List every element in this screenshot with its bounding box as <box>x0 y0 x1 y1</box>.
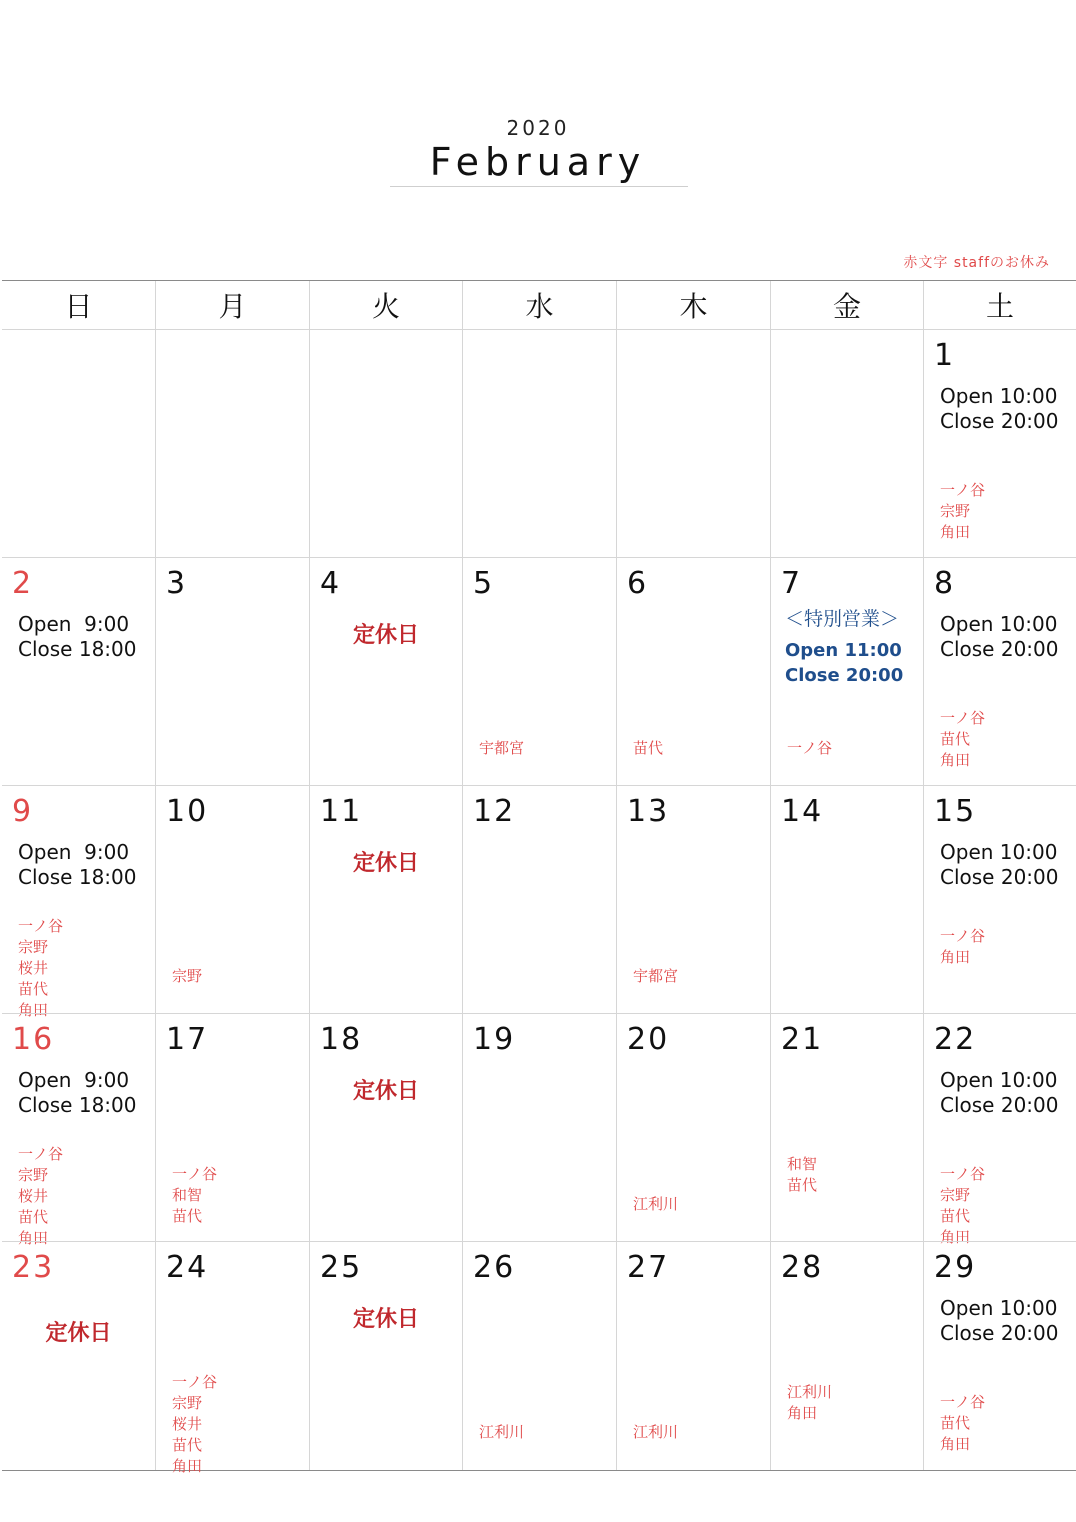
weekday-saturday: 土 <box>923 281 1076 329</box>
year-label: 2020 <box>506 116 570 140</box>
day-number: 3 <box>166 566 188 601</box>
day-number: 27 <box>627 1250 670 1285</box>
opening-hours: Open 10:00 Close 20:00 <box>940 1068 1059 1117</box>
staff-name: 角田 <box>172 1457 203 1475</box>
staff-off-list <box>18 1144 63 1249</box>
day-cell-14 <box>770 785 923 1013</box>
title-underline <box>390 186 688 187</box>
special-business-label: ＜特別営業＞ <box>785 608 900 630</box>
day-number: 11 <box>320 794 363 829</box>
staff-off-list <box>633 1194 678 1215</box>
opening-hours: Open 9:00 Close 18:00 <box>18 612 137 661</box>
calendar-grid <box>2 280 1076 1475</box>
staff-name: 江利川 <box>479 1423 525 1441</box>
staff-off-list <box>633 738 663 759</box>
empty-cell <box>616 329 770 557</box>
staff-name: 一ノ谷 <box>940 927 986 945</box>
staff-name: 苗代 <box>940 1414 971 1432</box>
opening-hours: Open 10:00 Close 20:00 <box>940 384 1059 433</box>
staff-name: 宇都宮 <box>479 739 525 757</box>
day-number: 28 <box>781 1250 824 1285</box>
staff-name: 一ノ谷 <box>940 709 986 727</box>
day-number: 26 <box>473 1250 516 1285</box>
staff-name: 宗野 <box>18 938 49 956</box>
day-cell-1 <box>923 329 1076 557</box>
staff-name: 宗野 <box>172 967 203 985</box>
staff-off-list <box>940 926 985 968</box>
staff-name: 宇都宮 <box>633 967 679 985</box>
day-number: 22 <box>934 1022 977 1057</box>
empty-cell <box>309 329 462 557</box>
day-cell-10 <box>155 785 309 1013</box>
staff-name: 宗野 <box>18 1166 49 1184</box>
day-cell-24 <box>155 1241 309 1475</box>
staff-name: 一ノ谷 <box>18 1145 64 1163</box>
staff-name: 江利川 <box>633 1423 679 1441</box>
weekday-thursday: 木 <box>616 281 770 329</box>
staff-off-list <box>787 1154 817 1196</box>
staff-name: 角田 <box>18 1229 49 1247</box>
day-cell-3 <box>155 557 309 785</box>
day-cell-9 <box>2 785 155 1019</box>
day-number: 19 <box>473 1022 516 1057</box>
staff-name: 一ノ谷 <box>940 1165 986 1183</box>
staff-name: 苗代 <box>172 1207 203 1225</box>
day-number: 21 <box>781 1022 824 1057</box>
special-hours: Open 11:00 Close 20:00 <box>785 640 904 686</box>
staff-name: 宗野 <box>940 1186 971 1204</box>
weekday-friday: 金 <box>770 281 923 329</box>
staff-name: 苗代 <box>940 730 971 748</box>
opening-hours: Open 9:00 Close 18:00 <box>18 840 137 889</box>
day-cell-27 <box>616 1241 770 1470</box>
day-cell-17 <box>155 1013 309 1241</box>
regular-holiday-label: 定休日 <box>352 1078 419 1104</box>
staff-off-list <box>18 916 63 1021</box>
staff-off-list <box>940 1164 985 1248</box>
day-number: 24 <box>166 1250 209 1285</box>
staff-name: 角田 <box>940 948 971 966</box>
staff-name: 苗代 <box>172 1436 203 1454</box>
staff-name: 苗代 <box>940 1207 971 1225</box>
staff-name: 苗代 <box>18 980 49 998</box>
regular-holiday-label: 定休日 <box>352 622 419 648</box>
day-cell-26 <box>462 1241 616 1470</box>
staff-name: 角田 <box>940 751 971 769</box>
day-number: 9 <box>12 794 34 829</box>
staff-name: 角田 <box>940 1228 971 1246</box>
staff-name: 宗野 <box>940 502 971 520</box>
day-number: 17 <box>166 1022 209 1057</box>
day-number: 1 <box>934 338 956 373</box>
staff-name: 和智 <box>172 1186 203 1204</box>
staff-off-list <box>172 1164 217 1227</box>
staff-off-list <box>633 1422 678 1443</box>
empty-cell <box>770 329 923 557</box>
day-cell-20 <box>616 1013 770 1241</box>
day-cell-6 <box>616 557 770 785</box>
day-cell-5 <box>462 557 616 785</box>
staff-name: 宗野 <box>172 1394 203 1412</box>
staff-off-list <box>479 1422 524 1443</box>
day-number: 15 <box>934 794 977 829</box>
day-cell-12 <box>462 785 616 1013</box>
staff-name: 角田 <box>787 1404 818 1422</box>
staff-name: 角田 <box>18 1001 49 1019</box>
day-cell-4 <box>309 557 462 785</box>
legend-note: 赤文字 staffのお休み <box>903 255 1050 271</box>
staff-off-list <box>940 708 985 771</box>
staff-name: 一ノ谷 <box>940 481 986 499</box>
staff-name: 苗代 <box>633 739 664 757</box>
day-number: 18 <box>320 1022 363 1057</box>
day-cell-22 <box>923 1013 1076 1246</box>
day-cell-16 <box>2 1013 155 1247</box>
day-cell-7 <box>770 557 923 785</box>
weekday-tuesday: 火 <box>309 281 462 329</box>
day-cell-8 <box>923 557 1076 785</box>
day-number: 13 <box>627 794 670 829</box>
opening-hours: Open 9:00 Close 18:00 <box>18 1068 137 1117</box>
day-number: 5 <box>473 566 495 601</box>
staff-off-list <box>940 480 985 543</box>
day-number: 10 <box>166 794 209 829</box>
staff-name: 江利川 <box>633 1195 679 1213</box>
day-cell-18 <box>309 1013 462 1241</box>
staff-name: 桜井 <box>18 959 49 977</box>
empty-cell <box>2 329 155 557</box>
staff-off-list <box>787 1382 832 1424</box>
day-cell-11 <box>309 785 462 1013</box>
staff-off-list <box>172 966 202 987</box>
day-number: 16 <box>12 1022 55 1057</box>
day-number: 14 <box>781 794 824 829</box>
day-number: 4 <box>320 566 342 601</box>
day-number: 8 <box>934 566 956 601</box>
regular-holiday-label: 定休日 <box>45 1320 112 1346</box>
day-number: 7 <box>781 566 803 601</box>
staff-off-list <box>633 966 678 987</box>
day-cell-28 <box>770 1241 923 1470</box>
day-cell-2 <box>2 557 155 785</box>
day-cell-21 <box>770 1013 923 1241</box>
regular-holiday-label: 定休日 <box>352 850 419 876</box>
staff-off-list <box>940 1392 985 1455</box>
staff-off-list <box>172 1372 217 1477</box>
staff-name: 桜井 <box>172 1415 203 1433</box>
staff-name: 苗代 <box>18 1208 49 1226</box>
day-number: 12 <box>473 794 516 829</box>
day-cell-29 <box>923 1241 1076 1470</box>
staff-off-list <box>479 738 524 759</box>
day-cell-15 <box>923 785 1076 1013</box>
weekday-header-row <box>2 281 1076 330</box>
calendar-header <box>0 0 1076 271</box>
staff-name: 桜井 <box>18 1187 49 1205</box>
day-cell-23 <box>2 1241 155 1470</box>
staff-name: 一ノ谷 <box>172 1165 218 1183</box>
day-number: 25 <box>320 1250 363 1285</box>
day-number: 2 <box>12 566 34 601</box>
weekday-sunday: 日 <box>64 290 93 323</box>
day-number: 6 <box>627 566 649 601</box>
empty-cell <box>155 329 309 557</box>
staff-name: 江利川 <box>787 1383 833 1401</box>
day-cell-25 <box>309 1241 462 1470</box>
weekday-wednesday: 水 <box>462 281 616 329</box>
staff-name: 一ノ谷 <box>787 739 833 757</box>
staff-name: 和智 <box>787 1155 818 1173</box>
day-cell-13 <box>616 785 770 1013</box>
weekday-monday: 月 <box>155 281 309 329</box>
opening-hours: Open 10:00 Close 20:00 <box>940 612 1059 661</box>
staff-name: 苗代 <box>787 1176 818 1194</box>
staff-name: 一ノ谷 <box>940 1393 986 1411</box>
month-title: February <box>429 140 647 184</box>
day-number: 29 <box>934 1250 977 1285</box>
staff-name: 一ノ谷 <box>18 917 64 935</box>
staff-name: 角田 <box>940 1435 971 1453</box>
regular-holiday-label: 定休日 <box>352 1306 419 1332</box>
opening-hours: Open 10:00 Close 20:00 <box>940 840 1059 889</box>
staff-off-list <box>787 738 832 759</box>
day-number: 23 <box>12 1250 55 1285</box>
opening-hours: Open 10:00 Close 20:00 <box>940 1296 1059 1345</box>
staff-name: 一ノ谷 <box>172 1373 218 1391</box>
day-number: 20 <box>627 1022 670 1057</box>
day-cell-19 <box>462 1013 616 1241</box>
staff-name: 角田 <box>940 523 971 541</box>
empty-cell <box>462 329 616 557</box>
